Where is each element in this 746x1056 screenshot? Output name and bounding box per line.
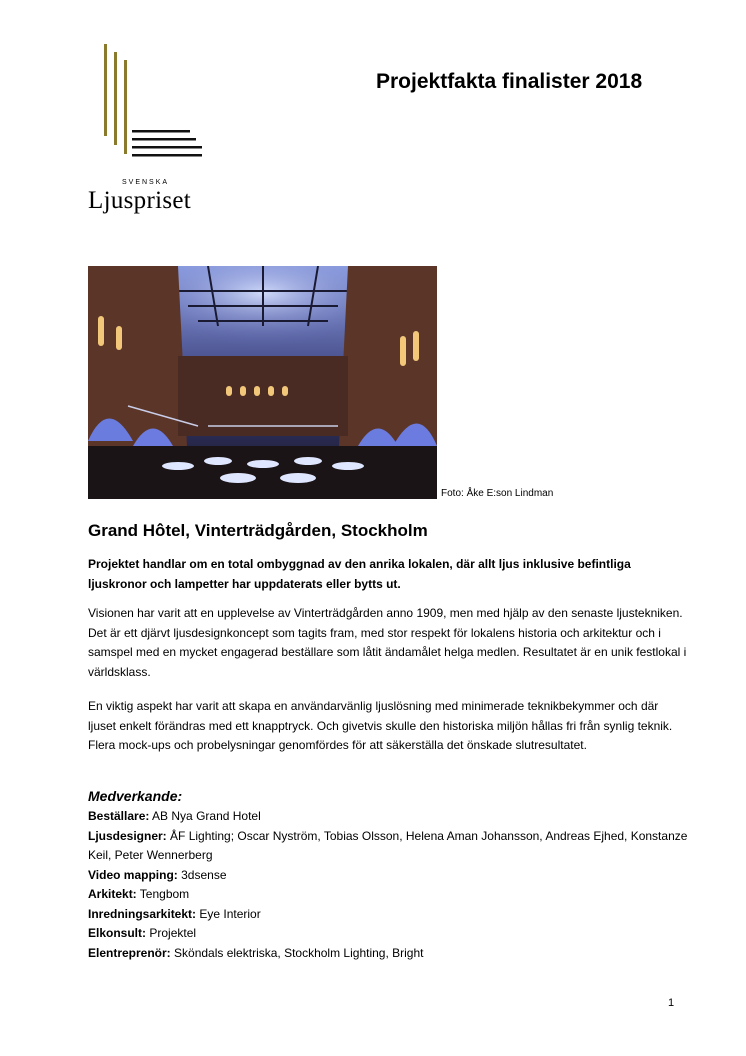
ljuspriset-logo — [88, 42, 218, 217]
credit-value: 3dsense — [177, 867, 227, 882]
credit-item — [88, 827, 688, 866]
logo-small-text: SVENSKA — [122, 179, 170, 186]
photo-caption: Foto: Åke E:son Lindman — [441, 488, 554, 499]
venue-photo — [88, 266, 437, 499]
credit-label: Elentreprenör: — [88, 945, 171, 960]
document-title: Projektfakta finalister 2018 — [376, 70, 643, 93]
credit-value: Eye Interior — [196, 906, 261, 921]
credit-item — [88, 807, 688, 827]
credit-label: Arkitekt: — [88, 887, 137, 901]
credit-item — [88, 905, 688, 925]
page-number: 1 — [668, 997, 675, 1009]
credit-value: Sköndals elektriska, Stockholm Lighting, Bright — [170, 945, 424, 960]
credit-label: Ljusdesigner: — [88, 828, 167, 843]
project-paragraph-1: Visionen har varit att en upplevelse av Vinterträdgården anno 1909, men med hjälp av den senaste ljustekniken. Det är ett djärvt ljusdesignkoncept som tagits fram, med stor respekt för lokalens historia och arkitektur och i samspel med en mycket engagerad beställare som låtit ändamålet helga medlen. Resultatet är en unik festlokal i världsklass. — [88, 606, 687, 679]
logo-name: Ljuspriset — [88, 187, 191, 214]
credit-value: AB Nya Grand Hotel — [149, 809, 261, 823]
project-lead: Projektet handlar om en total ombyggnad av den anrika lokalen, där allt ljus inklusive befintliga ljuskronor och lampetter har uppdaterats eller bytts ut. — [88, 557, 631, 591]
credit-label: Video mapping: — [88, 867, 178, 882]
credit-value: Projektel — [146, 926, 197, 940]
credit-item — [88, 885, 688, 905]
credit-label: Beställare: — [88, 809, 150, 823]
credit-value: Tengbom — [136, 887, 190, 901]
project-paragraph-2: En viktig aspekt har varit att skapa en användarvänlig ljuslösning med minimerade teknikbekymmer och där ljuset enkelt förändras med ett knapptryck. Och givetvis skulle den historiska miljön hållas fri från synlig teknik. Flera mock-ups och probelysningar genomfördes för att säkerställa det önskade slutresultatet. — [88, 699, 673, 752]
project-title: Grand Hôtel, Vinterträdgården, Stockholm — [88, 521, 428, 540]
credit-value: ÅF Lighting; Oscar Nyström, Tobias Olsson, Helena Aman Johansson, Andreas Ejhed, Konstanze Keil, Peter Wennerberg — [88, 828, 688, 862]
credit-item — [88, 944, 688, 964]
credits-heading: Medverkande: — [88, 788, 183, 804]
credit-label: Elkonsult: — [88, 926, 147, 940]
credit-label: Inredningsarkitekt: — [88, 906, 197, 921]
logo-mark-icon — [102, 42, 202, 162]
credit-item — [88, 924, 688, 944]
credit-item — [88, 866, 688, 886]
credits-list — [88, 807, 688, 963]
